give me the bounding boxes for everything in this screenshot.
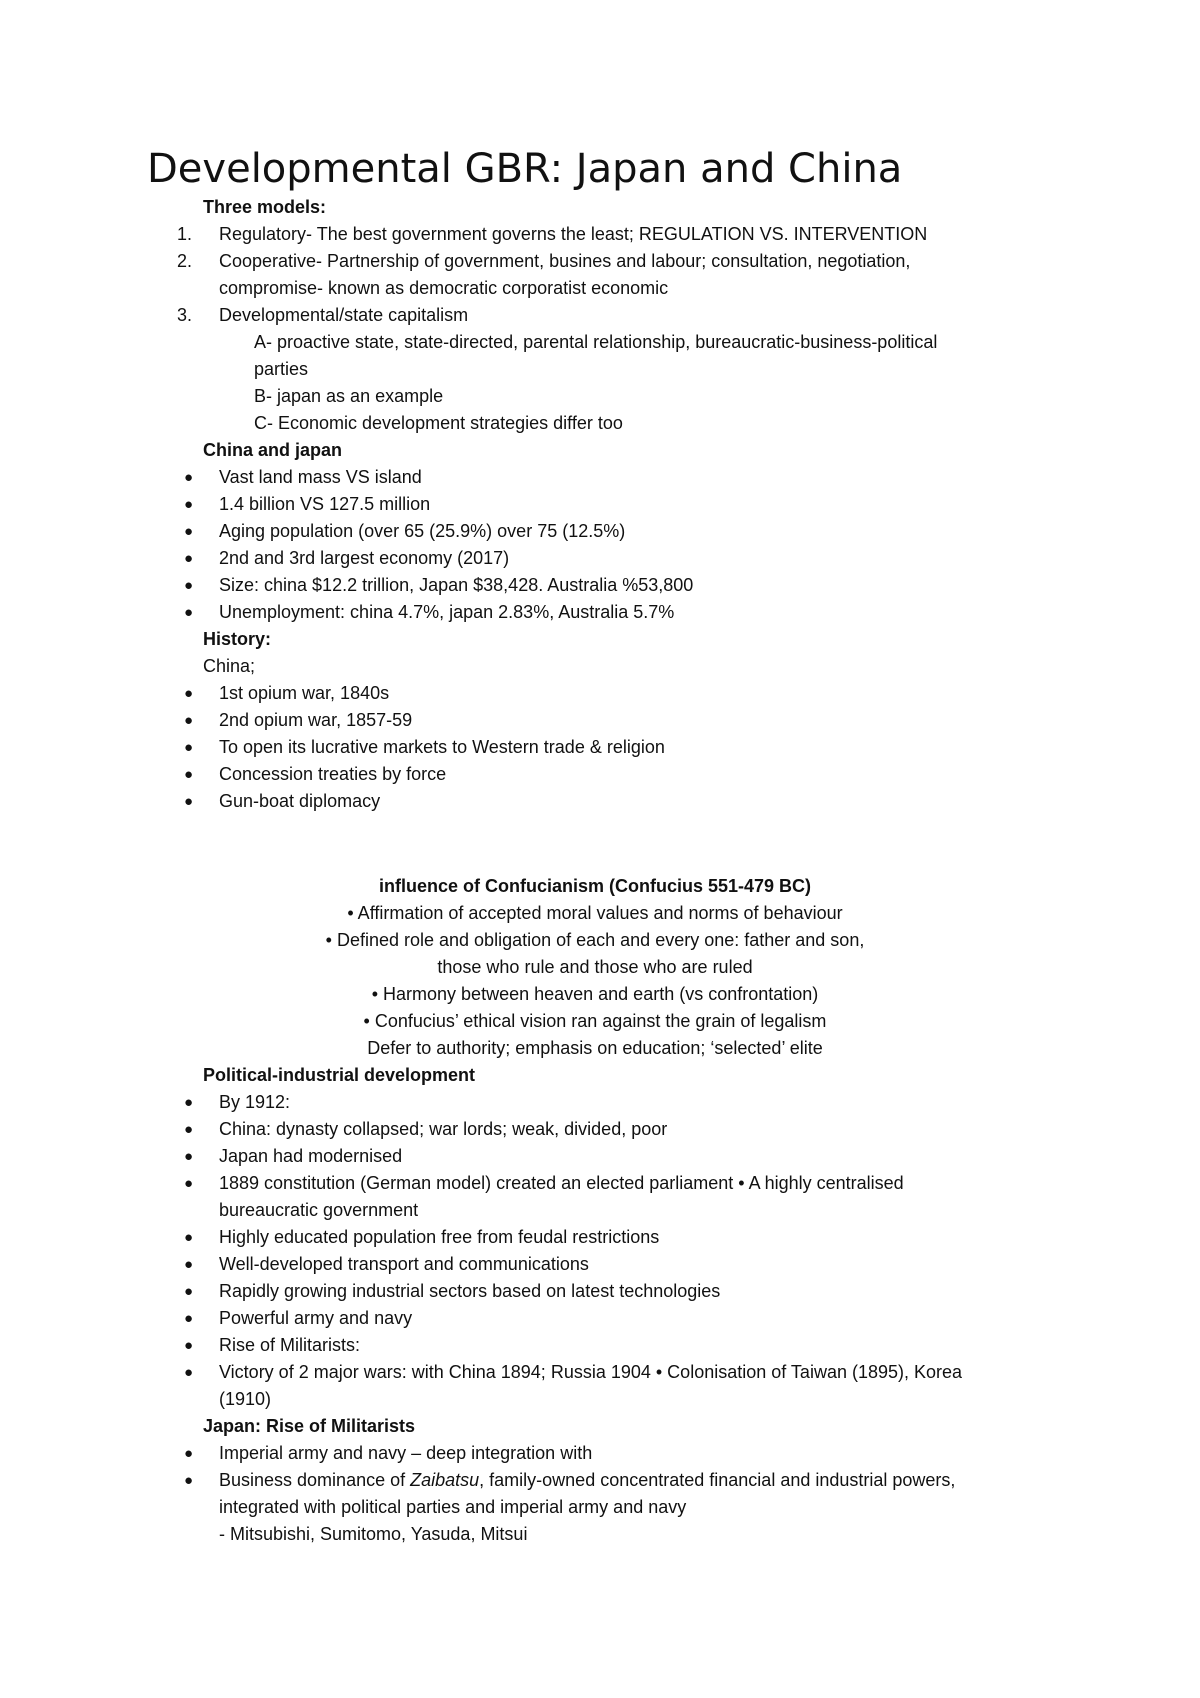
list-item-continuation: integrated with political parties and imperial army and navy	[219, 1497, 687, 1517]
text-segment: , family-owned concentrated financial and industrial powers,	[479, 1470, 956, 1490]
bullet-icon: ●	[184, 1229, 194, 1246]
bullet-icon: ●	[184, 1310, 194, 1327]
list-item: Well-developed transport and communications	[219, 1254, 589, 1274]
sub-item: B- japan as an example	[254, 386, 444, 406]
centered-line: Defer to authority; emphasis on education; ‘selected’ elite	[367, 1038, 823, 1058]
italic-term: Zaibatsu	[410, 1470, 480, 1490]
centered-line: • Harmony between heaven and earth (vs confrontation)	[371, 984, 819, 1004]
list-item: Powerful army and navy	[219, 1308, 413, 1328]
list-item: Highly educated population free from feudal restrictions	[219, 1227, 660, 1247]
bullet-icon: ●	[184, 1364, 194, 1381]
list-item: 2nd opium war, 1857-59	[219, 710, 413, 730]
bullet-icon: ●	[184, 1472, 194, 1489]
list-item: Victory of 2 major wars: with China 1894; Russia 1904 • Colonisation of Taiwan (1895), Korea	[219, 1362, 963, 1382]
list-item-zaibatsu	[219, 1467, 955, 1494]
centered-line: • Defined role and obligation of each and every one: father and son,	[325, 930, 865, 950]
bullet-icon: ●	[184, 1283, 194, 1300]
list-number: 3.	[176, 305, 192, 325]
list-item-continuation: - Mitsubishi, Sumitomo, Yasuda, Mitsui	[219, 1524, 528, 1544]
list-item: China: dynasty collapsed; war lords; weak, divided, poor	[219, 1119, 668, 1139]
bullet-icon: ●	[184, 496, 194, 513]
list-item: By 1912:	[219, 1092, 291, 1112]
bullet-icon: ●	[184, 1094, 194, 1111]
sub-item: parties	[254, 359, 309, 379]
section-heading-militarists: Japan: Rise of Militarists	[203, 1416, 416, 1436]
bullet-icon: ●	[184, 793, 194, 810]
section-heading-political: Political-industrial development	[203, 1065, 476, 1085]
centered-line: • Affirmation of accepted moral values and norms of behaviour	[347, 903, 843, 923]
bullet-icon: ●	[184, 604, 194, 621]
bullet-icon: ●	[184, 685, 194, 702]
list-item-continuation: (1910)	[219, 1389, 272, 1409]
bullet-icon: ●	[184, 1175, 194, 1192]
bullet-icon: ●	[184, 469, 194, 486]
bullet-icon: ●	[184, 1121, 194, 1138]
list-item: Imperial army and navy – deep integration with	[219, 1443, 593, 1463]
list-item: 1889 constitution (German model) created an elected parliament • A highly centralised	[219, 1173, 904, 1193]
list-item: 1.4 billion VS 127.5 million	[219, 494, 431, 514]
bullet-icon: ●	[184, 766, 194, 783]
document-title: Developmental GBR: Japan and China	[147, 146, 903, 192]
list-item: Unemployment: china 4.7%, japan 2.83%, Australia 5.7%	[219, 602, 675, 622]
bullet-icon: ●	[184, 1445, 194, 1462]
list-number: 1.	[176, 224, 192, 244]
list-item: Concession treaties by force	[219, 764, 447, 784]
section-heading-confucianism: influence of Confucianism (Confucius 551-479 BC)	[378, 876, 812, 896]
list-item: Vast land mass VS island	[219, 467, 422, 487]
list-item: Japan had modernised	[219, 1146, 403, 1166]
subheading-china: China;	[203, 656, 256, 676]
bullet-icon: ●	[184, 1337, 194, 1354]
sub-item: C- Economic development strategies differ too	[254, 413, 623, 433]
bullet-icon: ●	[184, 712, 194, 729]
bullet-icon: ●	[184, 550, 194, 567]
list-item: 1st opium war, 1840s	[219, 683, 390, 703]
bullet-icon: ●	[184, 739, 194, 756]
list-item: Size: china $12.2 trillion, Japan $38,428. Australia %53,800	[219, 575, 694, 595]
sub-item: A- proactive state, state-directed, parental relationship, bureaucratic-business-political	[254, 332, 938, 352]
list-item: To open its lucrative markets to Western trade & religion	[219, 737, 665, 757]
list-item: Gun-boat diplomacy	[219, 791, 381, 811]
bullet-icon: ●	[184, 1256, 194, 1273]
list-item: 2nd and 3rd largest economy (2017)	[219, 548, 510, 568]
list-item: Aging population (over 65 (25.9%) over 75 (12.5%)	[219, 521, 626, 541]
centered-line: • Confucius’ ethical vision ran against the grain of legalism	[363, 1011, 827, 1031]
centered-line: those who rule and those who are ruled	[437, 957, 753, 977]
text-segment: Business dominance of	[219, 1470, 411, 1490]
list-item: Rise of Militarists:	[219, 1335, 361, 1355]
bullet-icon: ●	[184, 577, 194, 594]
list-item-continuation: bureaucratic government	[219, 1200, 419, 1220]
bullet-icon: ●	[184, 1148, 194, 1165]
list-item: Developmental/state capitalism	[219, 305, 469, 325]
list-item: Regulatory- The best government governs the least; REGULATION VS. INTERVENTION	[219, 224, 928, 244]
list-item-continuation: compromise- known as democratic corporatist economic	[219, 278, 669, 298]
list-item: Rapidly growing industrial sectors based on latest technologies	[219, 1281, 721, 1301]
section-heading-china-japan: China and japan	[203, 440, 343, 460]
section-heading-models: Three models:	[203, 197, 327, 217]
list-item: Cooperative- Partnership of government, busines and labour; consultation, negotiation,	[219, 251, 911, 271]
list-number: 2.	[176, 251, 192, 271]
section-heading-history: History:	[203, 629, 272, 649]
bullet-icon: ●	[184, 523, 194, 540]
